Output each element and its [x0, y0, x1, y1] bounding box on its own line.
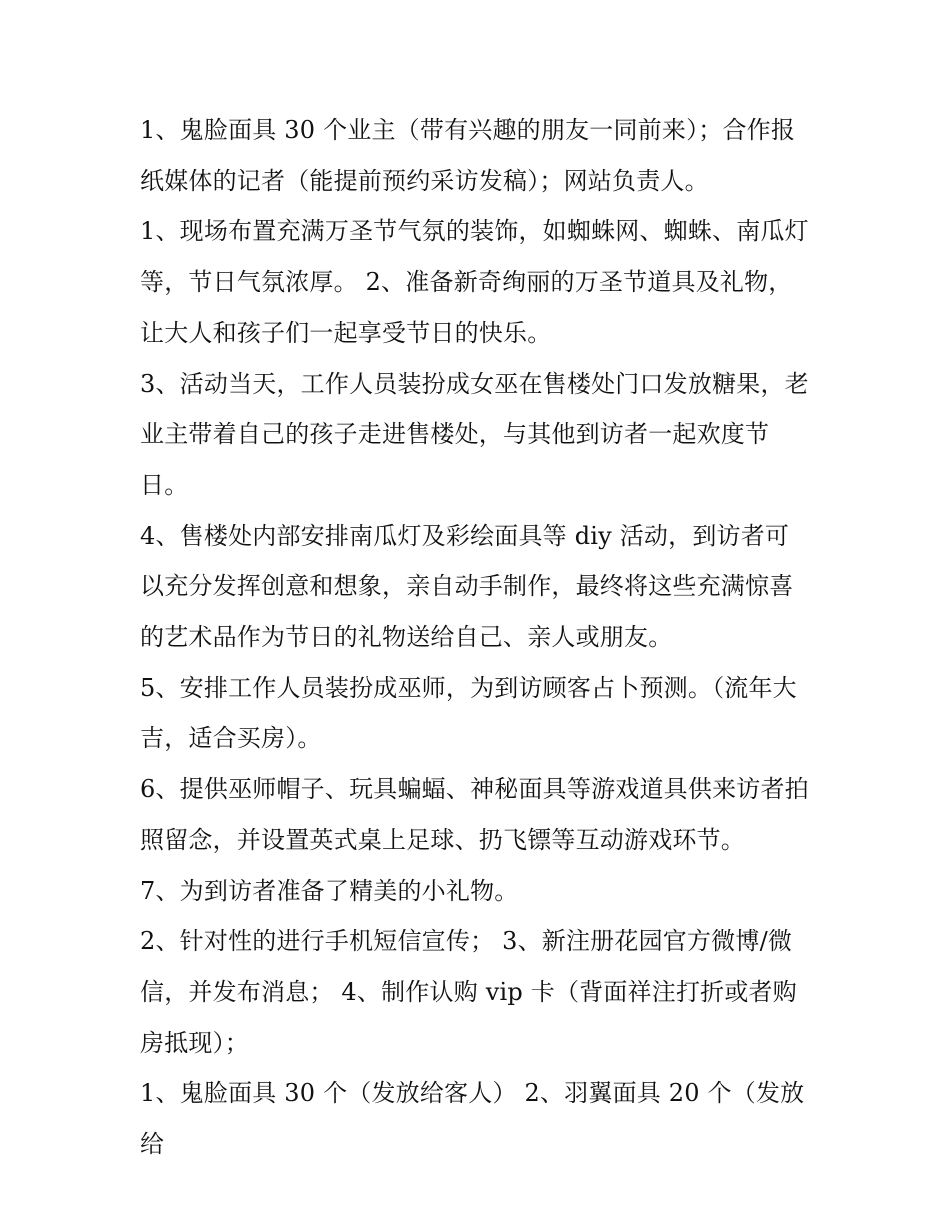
paragraph-3: 3、活动当天，工作人员装扮成女巫在售楼处门口发放糖果，老业主带着自己的孩子走进售楼处，与其他到访者一起欢度节日。 — [140, 369, 809, 499]
paragraph-7: 7、为到访者准备了精美的小礼物。 — [140, 876, 519, 905]
paragraph-9: 1、鬼脸面具 30 个（发放给客人） 2、羽翼面具 20 个（发放给 — [140, 1079, 805, 1159]
paragraph-8: 2、针对性的进行手机短信宣传； 3、新注册花园官方微博/微信，并发布消息； 4、制作认购 vip 卡（背面祥注打折或者购房抵现）； — [140, 927, 797, 1057]
document-body — [140, 105, 810, 1170]
paragraph-6: 6、提供巫师帽子、玩具蝙蝠、神秘面具等游戏道具供来访者拍照留念，并设置英式桌上足球、扔飞镖等互动游戏环节。 — [140, 775, 809, 854]
paragraph-2: 1、现场布置充满万圣节气氛的装饰，如蜘蛛网、蜘蛛、南瓜灯等，节日气氛浓厚。 2、准备新奇绚丽的万圣节道具及礼物，让大人和孩子们一起享受节日的快乐。 — [140, 217, 809, 347]
paragraph-5: 5、安排工作人员装扮成巫师，为到访顾客占卜预测。（流年大吉，适合买房）。 — [140, 673, 797, 753]
paragraph-4: 4、售楼处内部安排南瓜灯及彩绘面具等 diy 活动，到访者可以充分发挥创意和想象，亲自动手制作，最终将这些充满惊喜的艺术品作为节日的礼物送给自己、亲人或朋友。 — [140, 521, 794, 652]
paragraph-1: 1、鬼脸面具 30 个业主（带有兴趣的朋友一同前来）；合作报纸媒体的记者（能提前预约采访发稿）；网站负责人。 — [140, 116, 796, 195]
